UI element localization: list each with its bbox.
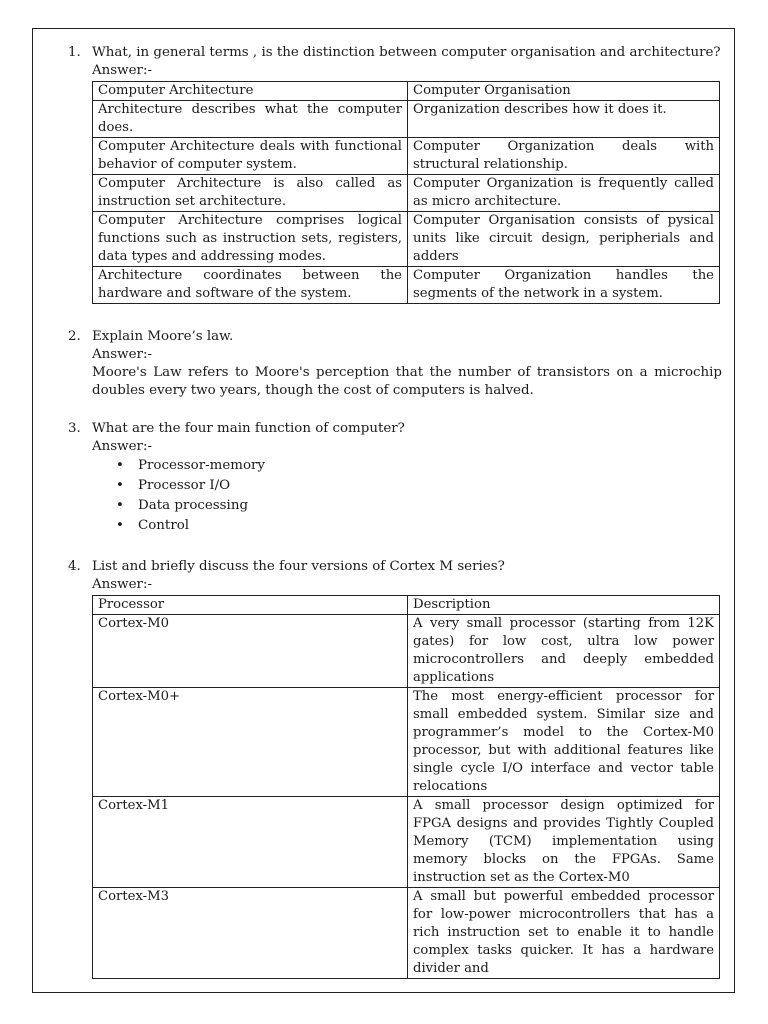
list-item: • Control <box>138 516 722 536</box>
table-header-cell: Description <box>408 596 720 615</box>
table-cell: Computer Architecture deals with functional behavior of computer system. <box>93 138 408 175</box>
list-item: • Processor I/O <box>138 476 722 496</box>
list-item: • Data processing <box>138 496 722 516</box>
table-cell: Computer Architecture is also called as instruction set architecture. <box>93 175 408 212</box>
question-1 <box>68 44 722 304</box>
table-cell: Computer Organization handles the segments of the network in a system. <box>408 267 720 304</box>
table-header-row <box>93 82 720 101</box>
table-cell: A small processor design optimized for FPGA designs and provides Tightly Coupled Memory (TCM) implementation using memory blocks on the FPGAs. Same instruction set as the Cortex-M0 <box>408 797 720 888</box>
table-cell: Computer Architecture comprises logical functions such as instruction sets, registers, data types and addressing modes. <box>93 212 408 267</box>
table-row <box>93 212 720 267</box>
answer-label: Answer:- <box>92 63 152 78</box>
question-4 <box>68 558 722 979</box>
answer-label: Answer:- <box>92 347 152 362</box>
architecture-vs-organisation-table <box>92 81 720 304</box>
question-text: List and briefly discuss the four versions of Cortex M series? <box>92 559 505 574</box>
table-cell: Computer Organization is frequently called as micro architecture. <box>408 175 720 212</box>
table-cell: A very small processor (starting from 12K gates) for low cost, ultra low power microcontrollers and deeply embedded applications <box>408 615 720 688</box>
table-cell: Cortex-M1 <box>93 797 408 888</box>
table-cell: Computer Organisation consists of pysical units like circuit design, peripherials and adders <box>408 212 720 267</box>
table-row <box>93 138 720 175</box>
question-text: What are the four main function of computer? <box>92 421 405 436</box>
question-number: 1. <box>68 45 81 60</box>
question-number: 4. <box>68 559 81 574</box>
table-cell: A small but powerful embedded processor for low-power microcontrollers that has a rich instruction set to enable it to handle complex tasks quicker. It has a hardware divider and <box>408 888 720 979</box>
table-row <box>93 797 720 888</box>
table-row <box>93 888 720 979</box>
question-2 <box>68 328 722 400</box>
table-row <box>93 688 720 797</box>
table-cell: Architecture describes what the computer does. <box>93 101 408 138</box>
table-cell: Architecture coordinates between the hardware and software of the system. <box>93 267 408 304</box>
cortex-m-table <box>92 595 720 979</box>
table-cell: The most energy-efficient processor for small embedded system. Similar size and programmer’s model to the Cortex-M0 processor, but with additional features like single cycle I/O interface and vector table relocations <box>408 688 720 797</box>
table-cell: Cortex-M0+ <box>93 688 408 797</box>
bullet-list <box>92 456 722 536</box>
table-row <box>93 175 720 212</box>
question-text: Explain Moore’s law. <box>92 329 234 344</box>
table-cell: Organization describes how it does it. <box>408 101 720 138</box>
table-cell: Cortex-M3 <box>93 888 408 979</box>
document-content <box>68 44 722 979</box>
table-row <box>93 267 720 304</box>
table-row <box>93 615 720 688</box>
table-cell: Cortex-M0 <box>93 615 408 688</box>
question-3 <box>68 420 722 536</box>
list-item: • Processor-memory <box>138 456 722 476</box>
answer-paragraph: Moore's Law refers to Moore's perception that the number of transistors on a microchip doubles every two years, though the cost of computers is halved. <box>92 365 722 398</box>
answer-label: Answer:- <box>92 439 152 454</box>
question-number: 3. <box>68 421 81 436</box>
table-header-cell: Processor <box>93 596 408 615</box>
table-cell: Computer Organization deals with structural relationship. <box>408 138 720 175</box>
answer-label: Answer:- <box>92 577 152 592</box>
table-row <box>93 101 720 138</box>
question-number: 2. <box>68 329 81 344</box>
table-header-cell: Computer Organisation <box>408 82 720 101</box>
table-header-cell: Computer Architecture <box>93 82 408 101</box>
question-text: What, in general terms , is the distinction between computer organisation and architecture? <box>92 45 721 60</box>
table-header-row <box>93 596 720 615</box>
